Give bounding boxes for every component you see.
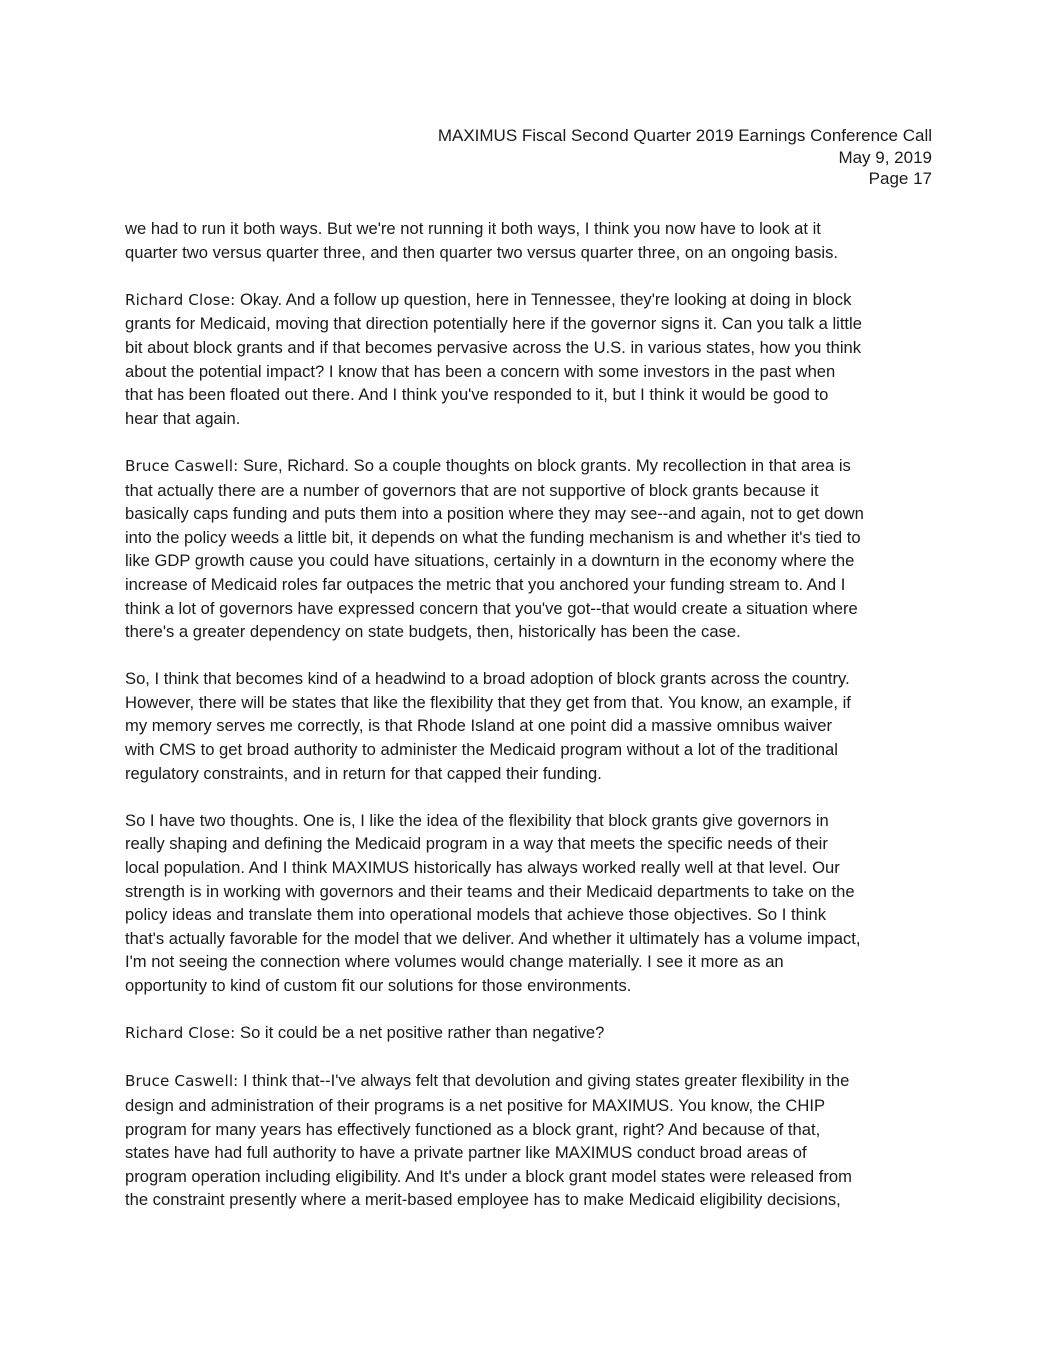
text-line: really shaping and defining the Medicaid program in a way that meets the specific needs of their <box>125 834 828 854</box>
text-line: there's a greater dependency on state budgets, then, historically has been the case. <box>125 622 741 642</box>
text-line: that actually there are a number of governors that are not supportive of block grants because it <box>125 480 819 500</box>
text-line: with CMS to get broad authority to administer the Medicaid program without a lot of the traditional <box>125 740 838 760</box>
document-date: May 9, 2019 <box>838 147 932 167</box>
text-line: like GDP growth cause you could have situations, certainly in a downturn in the economy where the <box>125 551 855 571</box>
document-title: MAXIMUS Fiscal Second Quarter 2019 Earnings Conference Call <box>437 126 932 145</box>
text-line <box>125 1069 945 1094</box>
text-segment: I think that--I've always felt that devolution and giving states greater flexibility in the <box>238 1071 850 1091</box>
transcript-paragraph <box>125 809 945 998</box>
text-line: bit about block grants and if that becomes pervasive across the U.S. in various states, how you think <box>125 337 862 357</box>
page-number: Page 17 <box>868 169 932 188</box>
text-line <box>125 288 945 313</box>
text-line: I'm not seeing the connection where volumes would change materially. I see it more as an <box>125 952 784 972</box>
speaker-name: Bruce Caswell: <box>125 456 239 475</box>
text-segment: Sure, Richard. So a couple thoughts on block grants. My recollection in that area is <box>238 455 851 475</box>
text-line: program for many years has effectively functioned as a block grant, right? And because of that, <box>125 1119 821 1139</box>
text-line: think a lot of governors have expressed concern that you've got--that would create a situation where <box>125 598 858 618</box>
text-line: However, there will be states that like the flexibility that they get from that. You know, an example, if <box>125 692 851 712</box>
transcript-paragraph <box>125 288 945 431</box>
text-line: So, I think that becomes kind of a headwind to a broad adoption of block grants across the country. <box>125 669 850 689</box>
text-line: policy ideas and translate them into operational models that achieve those objectives. So I think <box>125 905 827 925</box>
text-line: the constraint presently where a merit-based employee has to make Medicaid eligibility decisions, <box>125 1190 841 1210</box>
transcript-paragraph <box>125 1069 945 1212</box>
text-line: basically caps funding and puts them into a position where they may see--and again, not to get down <box>125 504 864 524</box>
text-line: design and administration of their programs is a net positive for MAXIMUS. You know, the CHIP <box>125 1095 826 1115</box>
speaker-name: Richard Close: <box>125 1024 236 1043</box>
text-line: strength is in working with governors and their teams and their Medicaid departments to take on the <box>125 881 855 901</box>
text-line: regulatory constraints, and in return for that capped their funding. <box>125 763 602 783</box>
text-line <box>125 454 945 479</box>
text-line: increase of Medicaid roles far outpaces the metric that you anchored your funding stream to. And I <box>125 574 846 594</box>
speaker-name: Bruce Caswell: <box>125 1072 239 1091</box>
transcript-body <box>125 217 945 1236</box>
text-line: that has been floated out there. And I think you've responded to it, but I think it would be good to <box>125 385 829 405</box>
text-line: opportunity to kind of custom fit our solutions for those environments. <box>125 976 632 995</box>
transcript-paragraph <box>125 1021 945 1046</box>
text-line: hear that again. <box>125 408 241 428</box>
transcript-paragraph <box>125 667 945 785</box>
text-line: So I have two thoughts. One is, I like the idea of the flexibility that block grants give governors in <box>125 810 829 830</box>
transcript-paragraph <box>125 454 945 644</box>
page-header <box>438 125 932 190</box>
transcript-paragraph <box>125 217 945 264</box>
text-line: local population. And I think MAXIMUS historically has always worked really well at that level. Our <box>125 858 840 878</box>
text-line <box>125 1021 945 1046</box>
text-line: states have had full authority to have a private partner like MAXIMUS conduct broad areas of <box>125 1143 807 1163</box>
text-line: grants for Medicaid, moving that direction potentially here if the governor signs it. Can you talk a little <box>125 314 862 334</box>
speaker-name: Richard Close: <box>125 290 236 309</box>
text-line: about the potential impact? I know that has been a concern with some investors in the past when <box>125 361 836 381</box>
text-line: into the policy weeds a little bit, it depends on what the funding mechanism is and whether it's tied to <box>125 527 861 547</box>
text-line: that's actually favorable for the model that we deliver. And whether it ultimately has a volume impact, <box>125 928 861 948</box>
text-line: my memory serves me correctly, is that Rhode Island at one point did a massive omnibus waiver <box>125 716 833 736</box>
text-line: quarter two versus quarter three, and then quarter two versus quarter three, on an ongoing basis. <box>125 242 839 262</box>
text-line: we had to run it both ways. But we're not running it both ways, I think you now have to look at it <box>125 219 821 238</box>
text-segment: Okay. And a follow up question, here in Tennessee, they're looking at doing in block <box>235 289 852 309</box>
text-line: program operation including eligibility. And It's under a block grant model states were released from <box>125 1166 852 1186</box>
text-segment: So it could be a net positive rather than negative? <box>235 1023 605 1043</box>
